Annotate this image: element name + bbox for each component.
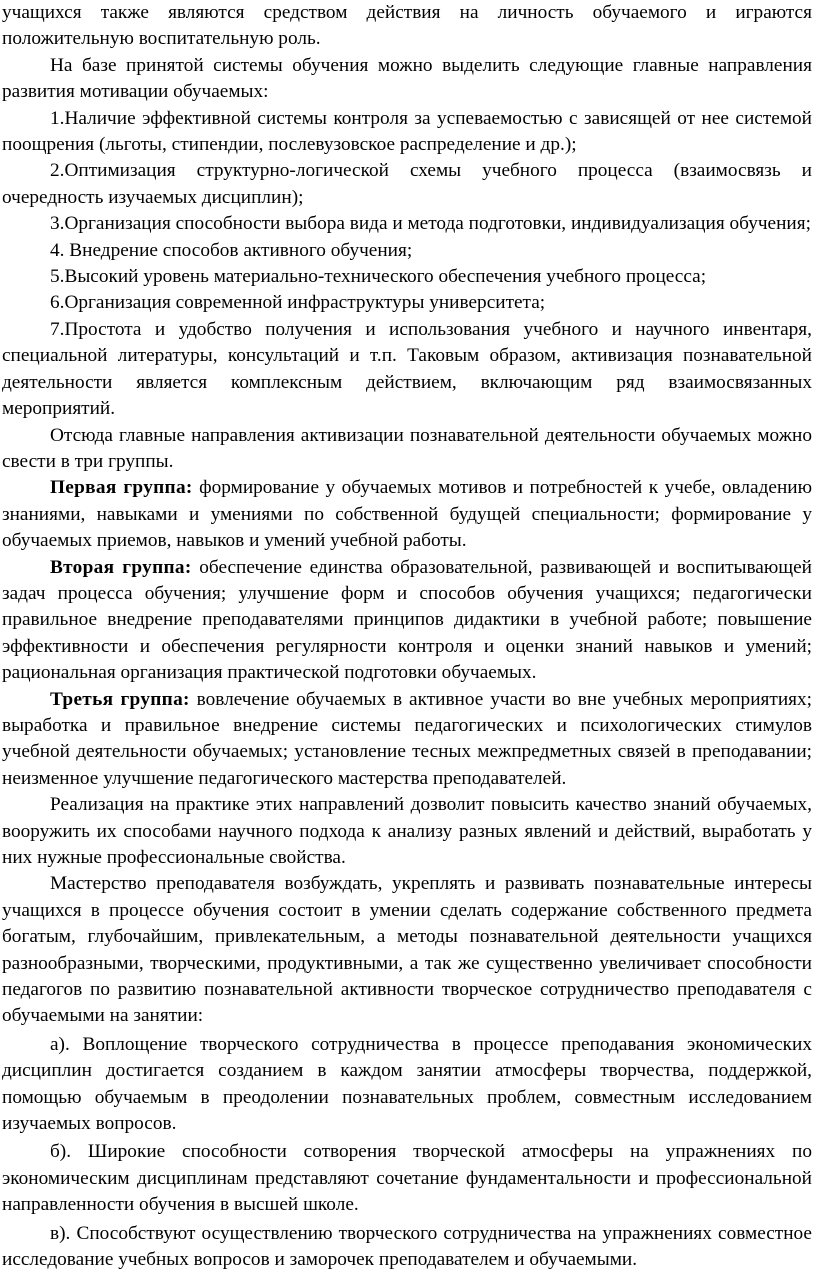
- paragraph-implementation: Реализация на практике этих направлений дозволит повысить качество знаний обучаемых, вооружить их способами научного подхода к анализу разных явлений и действий, выработать у них нужные профессиональные свойства.: [2, 794, 812, 868]
- paragraph-point-a: а). Воплощение творческого сотрудничества в процессе преподавания экономических дисциплин достигается созданием в каждом занятии атмосферы творчества, поддержкой, помощью обучаемым в преодолении познавательных проблем, совместным исследованием изучаемых вопросов.: [2, 1033, 812, 1135]
- group-3-heading: Третья группа:: [50, 688, 190, 710]
- paragraph-point-b: б). Широкие способности сотворения творческой атмосферы на упражнениях по экономическим дисциплинам представляют сочетание фундаментальности и профессиональной направленности обучения в высшей школе.: [2, 1141, 812, 1216]
- paragraph-intro-directions: На базе принятой системы обучения можно выделить следующие главные направления развития мотивации обучаемых:: [2, 54, 812, 103]
- group-3-text: вовлечение обучаемых в активное участи во вне учебных мероприятиях; выработка и правильное внедрение системы педагогических и психологических стимулов учебной деятельности обучаемых; установление тесных межпредметных связей в преподавании; неизменное улучшение педагогического мастерства преподавателей.: [2, 688, 812, 789]
- group-2-heading: Вторая группа:: [50, 556, 192, 578]
- paragraph-group-1: [2, 475, 812, 554]
- paragraph-mastery: Мастерство преподавателя возбуждать, укреплять и развивать познавательные интересы учащихся в процессе обучения состоит в умении сделать содержание собственного предмета богатым, глубочайшим, привлекательным, а методы познавательной деятельности учащихся разнообразными, творческими, продуктивными, а так же существенно увеличивает способности педагогов по развитию познавательной активности творческое сотрудничество преподавателя с обучаемыми на занятии:: [2, 873, 812, 1027]
- list-item-3: 3.Организация способности выбора вида и метода подготовки, индивидуализация обучения;: [50, 213, 811, 235]
- group-1-heading: Первая группа:: [50, 477, 193, 499]
- list-item-1: 1.Наличие эффективной системы контроля за успеваемостью с зависящей от нее системой поощрения (льготы, стипендии, послевузовское распределение и др.);: [2, 107, 812, 156]
- group-1-text: формирование у обучаемых мотивов и потребностей к учебе, овладению знаниями, навыками и умениями по собственной будущей специальности; формирование у обучаемых приемов, навыков и умений учебной работы.: [2, 477, 812, 552]
- list-item-4: 4. Внедрение способов активного обучения;: [50, 239, 413, 261]
- list-item-2: 2.Оптимизация структурно-логической схемы учебного процесса (взаимосвязь и очередность изучаемых дисциплин);: [2, 160, 812, 208]
- group-2-text: обеспечение единства образовательной, развивающей и воспитывающей задач процесса обучения; улучшение форм и способов обучения учащихся; педагогически правильное внедрение преподавателями принципов дидактики в учебной работе; повышение эффективности и обеспечения регулярности контроля и оценки знаний навыков и умений; рациональная организация практической подготовки обучаемых.: [2, 556, 812, 684]
- paragraph-group-2: [2, 555, 812, 687]
- paragraph-continuation: учащихся также являются средством действия на личность обучаемого и играются положительную воспитательную роль.: [2, 2, 812, 50]
- paragraph-three-groups: Отсюда главные направления активизации познавательной деятельности обучаемых можно свести в три группы.: [2, 424, 812, 472]
- list-item-6: 6.Организация современной инфраструктуры университета;: [50, 292, 546, 314]
- list-item-5: 5.Высокий уровень материально-технического обеспечения учебного процесса;: [50, 266, 707, 288]
- paragraph-point-c: в). Способствуют осуществлению творческого сотрудничества на упражнениях совместное исследование учебных вопросов и заморочек преподавателем и обучаемыми.: [2, 1222, 812, 1271]
- list-item-7: 7.Простота и удобство получения и использования учебного и научного инвентаря, специальной литературы, консультаций и т.п. Таковым образом, активизация познавательной деятельности является комплексным действием, включающим ряд взаимосвязанных мероприятий.: [2, 318, 812, 420]
- paragraph-group-3: [2, 687, 812, 793]
